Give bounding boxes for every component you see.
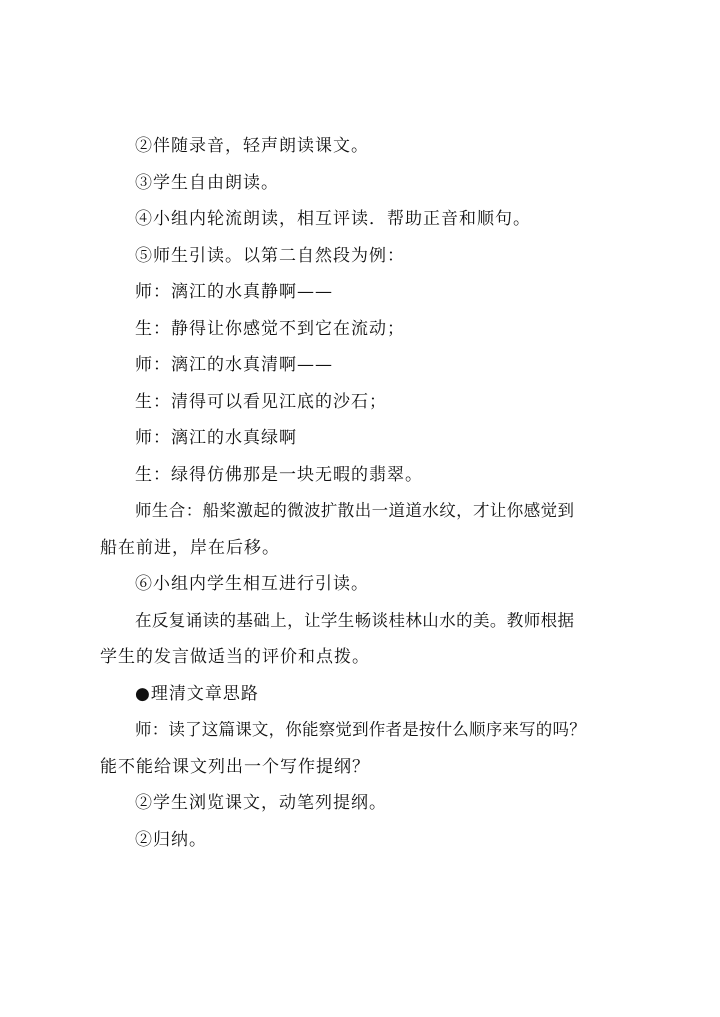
text-line: 师：漓江的水真静啊—— (135, 282, 333, 302)
text-line: 能不能给课文列出一个写作提纲？ (100, 756, 370, 777)
document-body (100, 128, 635, 858)
text-line: ②归纳。 (135, 829, 207, 850)
text-line: 生：清得可以看见江底的沙石； (135, 391, 387, 412)
text-line: 师生合：船桨激起的微波扩散出一道道水纹，才让你感觉到 (135, 501, 575, 520)
text-line: ⑤师生引读。以第二自然段为例： (135, 245, 405, 266)
text-line: 船在前进，岸在后移。 (100, 537, 280, 558)
text-line: 师：读了这篇课文，你能察觉到作者是按什么顺序来写的吗？ (135, 720, 586, 739)
text-line: 生：静得让你感觉不到它在流动； (135, 318, 405, 339)
text-line: 生：绿得仿佛那是一块无暇的翡翠。 (135, 464, 423, 485)
text-line: 师：漓江的水真绿啊 (135, 428, 297, 448)
section-heading: ●理清文章思路 (135, 683, 259, 704)
text-line: ③学生自由朗读。 (135, 172, 279, 193)
text-line: 在反复诵读的基础上，让学生畅谈桂林山水的美。教师根据 (135, 610, 575, 630)
text-line: 学生的发言做适当的评价和点拨。 (100, 647, 370, 667)
text-line: 师：漓江的水真清啊—— (135, 355, 333, 375)
text-line: ②伴随录音，轻声朗读课文。 (135, 136, 369, 156)
text-line: ⑥小组内学生相互进行引读。 (135, 574, 369, 594)
text-line: ④小组内轮流朗读，相互评读．帮助正音和顺句。 (135, 209, 531, 229)
text-line: ②学生浏览课文，动笔列提纲。 (135, 793, 387, 813)
